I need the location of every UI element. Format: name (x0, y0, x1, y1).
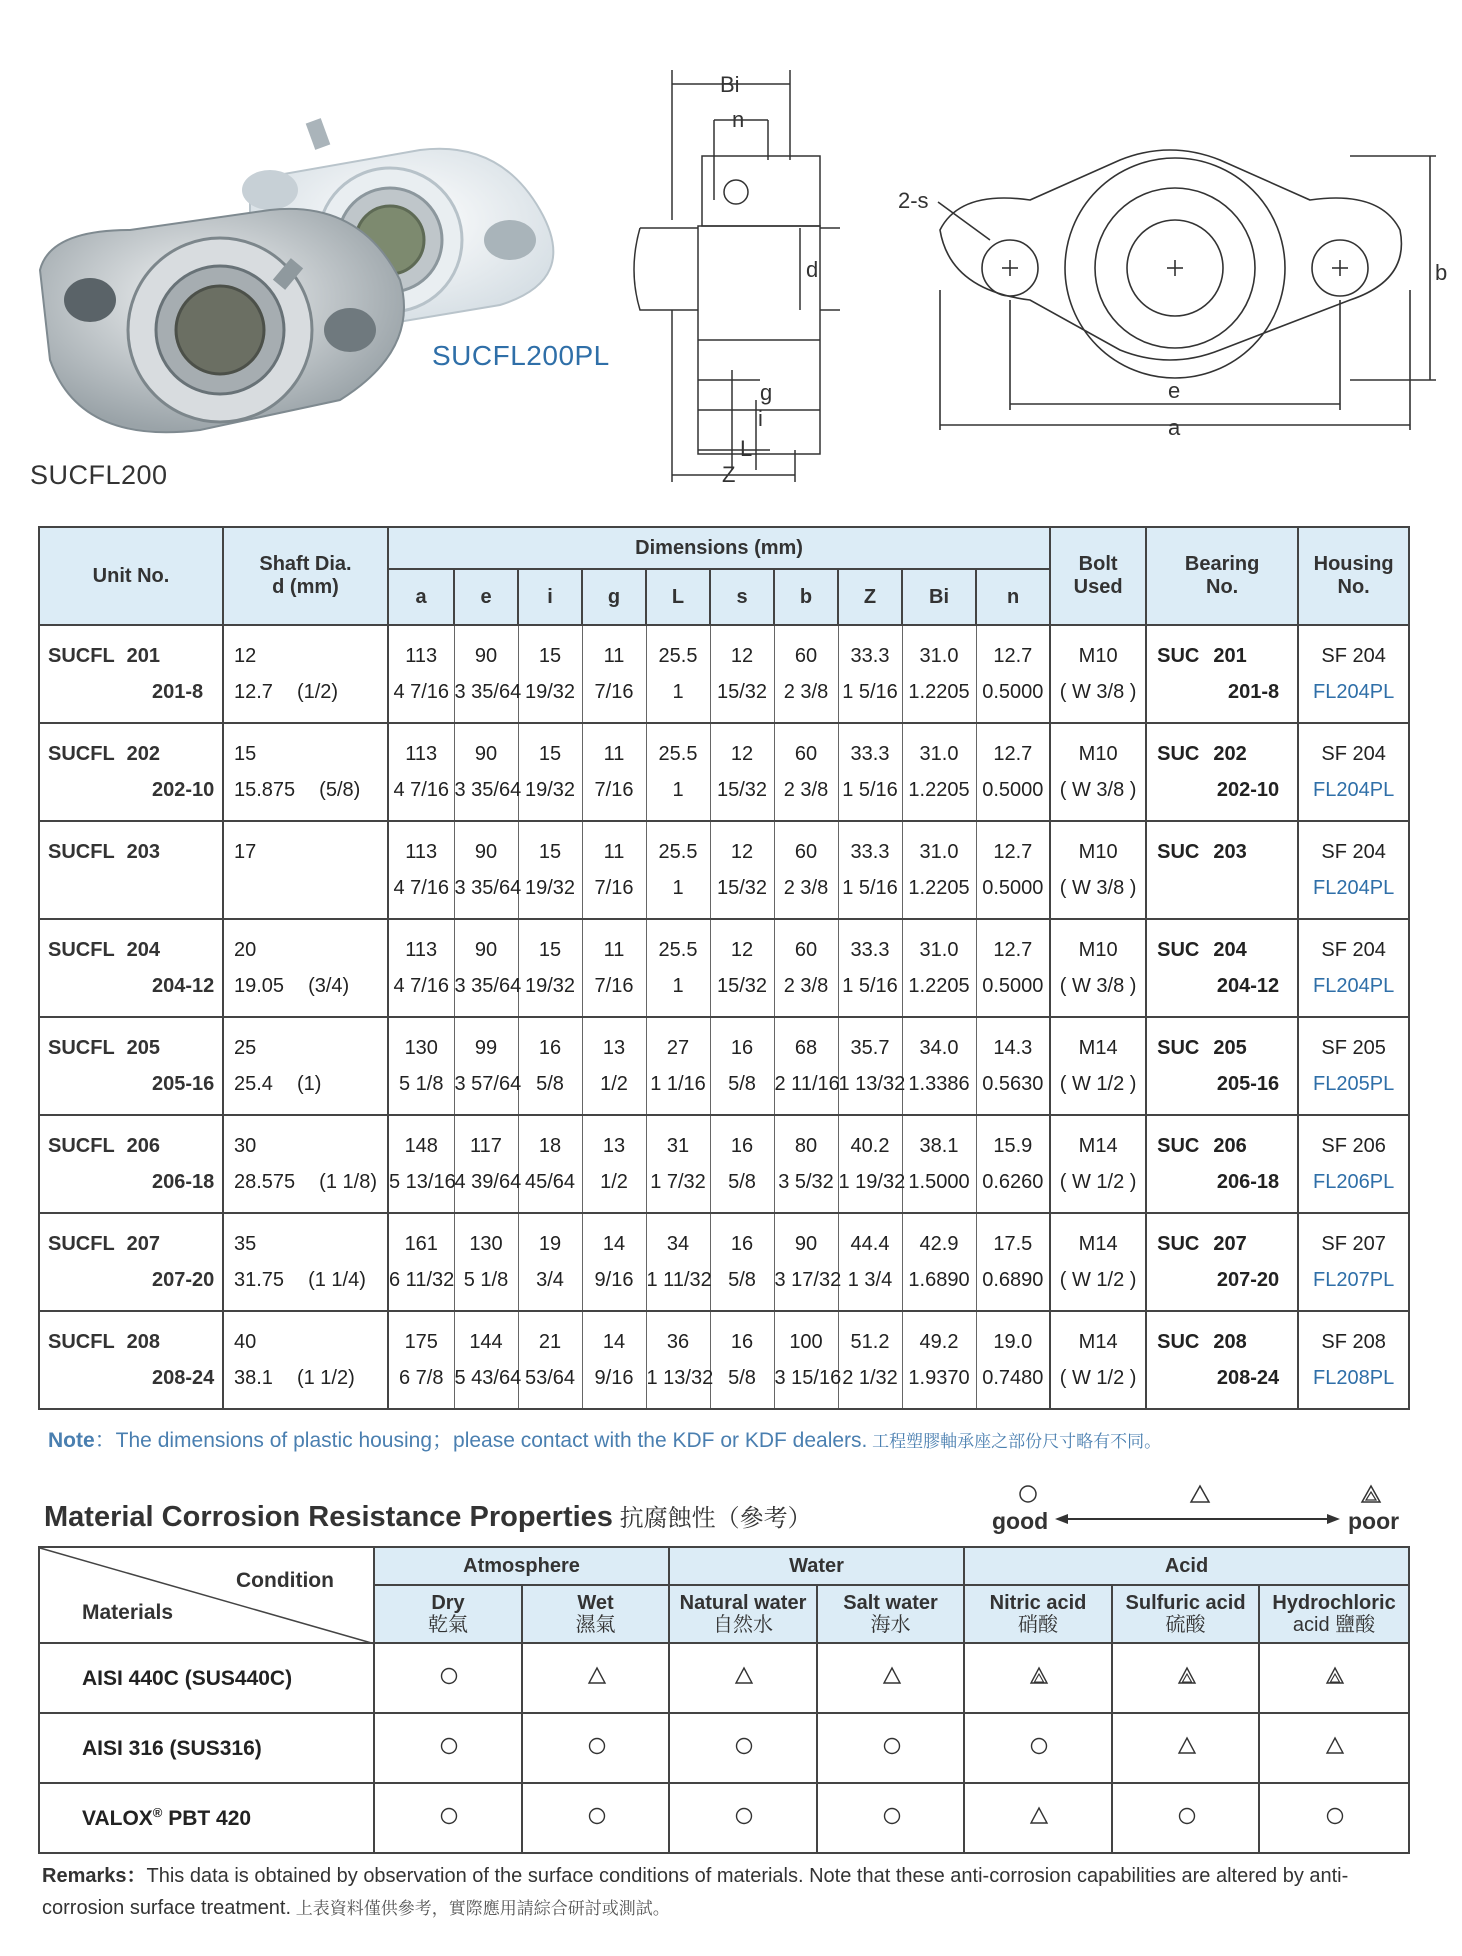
fair-symbol-icon (586, 1665, 606, 1685)
housing-no-cell: SF 204 FL204PL (1298, 625, 1409, 723)
header-unit: Unit No. (39, 527, 223, 625)
dim-a-cell: 113 4 7/16 (388, 625, 454, 723)
dim-e-cell: 117 4 39/64 (454, 1115, 518, 1213)
good-symbol-icon (733, 1735, 753, 1755)
header-condition-materials (39, 1547, 374, 1643)
dim-i-cell: 15 19/32 (518, 919, 582, 1017)
rating-cell (522, 1713, 669, 1783)
shaft-dia-cell: 35 31.75 (1 1/4) (223, 1213, 388, 1311)
dim-i-cell: 21 53/64 (518, 1311, 582, 1409)
material-cell: AISI 316 (SUS316) (39, 1713, 374, 1783)
bearing-no-cell: SUC 206 206-18 (1146, 1115, 1298, 1213)
poor-symbol-icon (1028, 1665, 1048, 1685)
table-row (39, 1115, 1409, 1213)
dim-i-cell: 18 45/64 (518, 1115, 582, 1213)
label-L: L (740, 436, 753, 461)
legend-poor: poor (1348, 1508, 1400, 1534)
label-n: n (732, 107, 745, 132)
housing-no-cell: SF 204 FL204PL (1298, 723, 1409, 821)
rating-cell (1112, 1643, 1259, 1713)
housing-no-cell: SF 205 FL205PL (1298, 1017, 1409, 1115)
label-b: b (1435, 260, 1448, 285)
good-symbol-icon (438, 1805, 458, 1825)
dim-g-cell: 14 9/16 (582, 1311, 646, 1409)
table-row (39, 1643, 1409, 1713)
dim-Z-cell: 33.3 1 5/16 (838, 919, 902, 1017)
stainless-flange-unit (40, 209, 404, 432)
bearing-no-cell: SUC 205 205-16 (1146, 1017, 1298, 1115)
header-atmosphere: Atmosphere (374, 1547, 669, 1585)
dim-Z-cell: 51.2 2 1/32 (838, 1311, 902, 1409)
dim-b-cell: 60 2 3/8 (774, 625, 838, 723)
good-symbol-icon (586, 1735, 606, 1755)
bolt-cell: M10 ( W 3/8 ) (1050, 821, 1146, 919)
header-acid: Acid (964, 1547, 1409, 1585)
dim-s-cell: 12 15/32 (710, 821, 774, 919)
legend-scale (1010, 1474, 1380, 1534)
dim-Bi-cell: 31.0 1.2205 (902, 821, 976, 919)
dim-n-cell: 17.5 0.6890 (976, 1213, 1050, 1311)
corrosion-table (38, 1546, 1410, 1854)
table-row (39, 1213, 1409, 1311)
rating-cell (522, 1783, 669, 1853)
shaft-dia-cell: 40 38.1 (1 1/2) (223, 1311, 388, 1409)
dim-Bi-cell: 34.0 1.3386 (902, 1017, 976, 1115)
header-g: g (582, 569, 646, 625)
rating-cell (817, 1643, 964, 1713)
corrosion-title: Material Corrosion Resistance Properties 抗腐蝕性（參考） (44, 1501, 812, 1533)
dim-n-cell: 14.3 0.5630 (976, 1017, 1050, 1115)
dim-b-cell: 90 3 17/32 (774, 1213, 838, 1311)
subheader-col: Dry 乾氣 (374, 1585, 522, 1643)
dim-i-cell: 15 19/32 (518, 821, 582, 919)
dim-s-cell: 12 15/32 (710, 919, 774, 1017)
dim-L-cell: 25.5 1 (646, 919, 710, 1017)
bearing-no-cell: SUC 207 207-20 (1146, 1213, 1298, 1311)
bolt-cell: M14 ( W 1/2 ) (1050, 1115, 1146, 1213)
table-row (39, 1311, 1409, 1409)
dim-e-cell: 90 3 35/64 (454, 723, 518, 821)
table-row (39, 625, 1409, 723)
dim-n-cell: 12.7 0.5000 (976, 919, 1050, 1017)
dim-s-cell: 16 5/8 (710, 1311, 774, 1409)
dim-a-cell: 113 4 7/16 (388, 919, 454, 1017)
dim-i-cell: 15 19/32 (518, 625, 582, 723)
header-a: a (388, 569, 454, 625)
subheader-col: Nitric acid 硝酸 (964, 1585, 1112, 1643)
unit-no-cell: SUCFL 208 208-24 (39, 1311, 223, 1409)
header-n: n (976, 569, 1050, 625)
label-e: e (1168, 378, 1181, 403)
rating-cell (964, 1783, 1112, 1853)
bolt-cell: M10 ( W 3/8 ) (1050, 919, 1146, 1017)
bearing-no-cell: SUC 203 (1146, 821, 1298, 919)
unit-no-cell: SUCFL 201 201-8 (39, 625, 223, 723)
bearing-no-cell: SUC 202 202-10 (1146, 723, 1298, 821)
good-symbol-icon (586, 1805, 606, 1825)
dim-g-cell: 11 7/16 (582, 919, 646, 1017)
unit-no-cell: SUCFL 204 204-12 (39, 919, 223, 1017)
poor-symbol-icon (1176, 1665, 1196, 1685)
dim-L-cell: 31 1 7/32 (646, 1115, 710, 1213)
subheader-col: Sulfuric acid 硫酸 (1112, 1585, 1259, 1643)
dimension-table (38, 526, 1410, 1410)
caption-standard: SUCFL200 (30, 460, 168, 490)
dim-g-cell: 14 9/16 (582, 1213, 646, 1311)
rating-cell (1112, 1783, 1259, 1853)
bolt-cell: M10 ( W 3/8 ) (1050, 723, 1146, 821)
bolt-cell: M10 ( W 3/8 ) (1050, 625, 1146, 723)
dim-n-cell: 15.9 0.6260 (976, 1115, 1050, 1213)
dim-e-cell: 90 3 35/64 (454, 919, 518, 1017)
front-view-drawing (880, 140, 1448, 450)
table-row (39, 919, 1409, 1017)
dim-s-cell: 16 5/8 (710, 1115, 774, 1213)
dim-Z-cell: 33.3 1 5/16 (838, 723, 902, 821)
bolt-cell: M14 ( W 1/2 ) (1050, 1017, 1146, 1115)
poor-symbol-icon (1324, 1665, 1344, 1685)
dim-b-cell: 80 3 5/32 (774, 1115, 838, 1213)
header-Z: Z (838, 569, 902, 625)
header-materials: Materials (82, 1601, 174, 1624)
subheader-col: Salt water 海水 (817, 1585, 964, 1643)
unit-no-cell: SUCFL 206 206-18 (39, 1115, 223, 1213)
label-i: i (758, 406, 763, 431)
dim-g-cell: 11 7/16 (582, 625, 646, 723)
material-cell: AISI 440C (SUS440C) (39, 1643, 374, 1713)
housing-no-cell: SF 207 FL207PL (1298, 1213, 1409, 1311)
product-photo (20, 100, 650, 460)
dim-g-cell: 11 7/16 (582, 723, 646, 821)
dim-g-cell: 13 1/2 (582, 1115, 646, 1213)
header-housing: Housing No. (1298, 527, 1409, 625)
dim-i-cell: 19 3/4 (518, 1213, 582, 1311)
dim-Bi-cell: 31.0 1.2205 (902, 723, 976, 821)
dim-Bi-cell: 42.9 1.6890 (902, 1213, 976, 1311)
header-condition: Condition (236, 1569, 334, 1592)
header-bolt: Bolt Used (1050, 527, 1146, 625)
label-2s: 2-s (898, 188, 929, 213)
material-cell: VALOX® PBT 420 (39, 1783, 374, 1853)
bearing-no-cell: SUC 204 204-12 (1146, 919, 1298, 1017)
fair-symbol-icon (1176, 1735, 1196, 1755)
housing-no-cell: SF 208 FL208PL (1298, 1311, 1409, 1409)
dim-g-cell: 11 7/16 (582, 821, 646, 919)
good-symbol-icon (881, 1805, 901, 1825)
header-L: L (646, 569, 710, 625)
header-dimensions: Dimensions (mm) (388, 527, 1050, 569)
fair-symbol-icon (1324, 1735, 1344, 1755)
table-row (39, 723, 1409, 821)
rating-cell (1259, 1713, 1409, 1783)
shaft-dia-cell: 17 (223, 821, 388, 919)
dim-b-cell: 100 3 15/16 (774, 1311, 838, 1409)
fair-symbol-icon (733, 1665, 753, 1685)
shaft-dia-cell: 15 15.875 (5/8) (223, 723, 388, 821)
dim-L-cell: 36 1 13/32 (646, 1311, 710, 1409)
dim-n-cell: 12.7 0.5000 (976, 821, 1050, 919)
rating-cell (669, 1783, 817, 1853)
dim-n-cell: 12.7 0.5000 (976, 723, 1050, 821)
dim-Z-cell: 44.4 1 3/4 (838, 1213, 902, 1311)
housing-no-cell: SF 206 FL206PL (1298, 1115, 1409, 1213)
dim-s-cell: 12 15/32 (710, 625, 774, 723)
rating-cell (374, 1713, 522, 1783)
side-view-drawing (620, 70, 840, 490)
shaft-dia-cell: 25 25.4 (1) (223, 1017, 388, 1115)
dim-Z-cell: 33.3 1 5/16 (838, 821, 902, 919)
table-row (39, 1783, 1409, 1853)
dim-Bi-cell: 49.2 1.9370 (902, 1311, 976, 1409)
dim-Z-cell: 35.7 1 13/32 (838, 1017, 902, 1115)
dim-L-cell: 25.5 1 (646, 821, 710, 919)
unit-no-cell: SUCFL 202 202-10 (39, 723, 223, 821)
label-Z: Z (722, 462, 736, 487)
shaft-dia-cell: 12 12.7 (1/2) (223, 625, 388, 723)
header-b: b (774, 569, 838, 625)
rating-cell (669, 1643, 817, 1713)
legend-good: good (992, 1508, 1049, 1534)
housing-no-cell: SF 204 FL204PL (1298, 821, 1409, 919)
rating-cell (964, 1643, 1112, 1713)
dim-Bi-cell: 38.1 1.5000 (902, 1115, 976, 1213)
fair-symbol-icon (1028, 1805, 1048, 1825)
table-row (39, 821, 1409, 919)
dim-e-cell: 130 5 1/8 (454, 1213, 518, 1311)
bolt-cell: M14 ( W 1/2 ) (1050, 1311, 1146, 1409)
dim-b-cell: 60 2 3/8 (774, 821, 838, 919)
dim-e-cell: 90 3 35/64 (454, 625, 518, 723)
dim-a-cell: 130 5 1/8 (388, 1017, 454, 1115)
header-shaft: Shaft Dia. d (mm) (223, 527, 388, 625)
unit-no-cell: SUCFL 205 205-16 (39, 1017, 223, 1115)
dim-e-cell: 144 5 43/64 (454, 1311, 518, 1409)
rating-cell (1259, 1643, 1409, 1713)
dim-e-cell: 99 3 57/64 (454, 1017, 518, 1115)
rating-cell (374, 1783, 522, 1853)
shaft-dia-cell: 30 28.575 (1 1/8) (223, 1115, 388, 1213)
header-s: s (710, 569, 774, 625)
header-water: Water (669, 1547, 964, 1585)
rating-cell (1259, 1783, 1409, 1853)
subheader-col: Hydrochloric acid 鹽酸 (1259, 1585, 1409, 1643)
good-symbol-icon (733, 1805, 753, 1825)
good-symbol-icon (1028, 1735, 1048, 1755)
label-Bi: Bi (720, 72, 740, 97)
dim-a-cell: 113 4 7/16 (388, 723, 454, 821)
dim-b-cell: 60 2 3/8 (774, 919, 838, 1017)
table-row (39, 1713, 1409, 1783)
label-a: a (1168, 415, 1181, 440)
bolt-cell: M14 ( W 1/2 ) (1050, 1213, 1146, 1311)
remarks: Remarks：This data is obtained by observation of the surface conditions of materials. Note that these anti-corrosion capabilities are altered by anti-corrosion surface treatment. 上表資料僅供參考，實際應用請綜合研討或測試。 (42, 1865, 1349, 1919)
rating-cell (817, 1783, 964, 1853)
bearing-no-cell: SUC 208 208-24 (1146, 1311, 1298, 1409)
dim-n-cell: 12.7 0.5000 (976, 625, 1050, 723)
rating-cell (374, 1643, 522, 1713)
dim-a-cell: 161 6 11/32 (388, 1213, 454, 1311)
shaft-dia-cell: 20 19.05 (3/4) (223, 919, 388, 1017)
table-row (39, 1017, 1409, 1115)
dim-L-cell: 34 1 11/32 (646, 1213, 710, 1311)
good-symbol-icon (881, 1735, 901, 1755)
good-symbol-icon (438, 1735, 458, 1755)
dim-L-cell: 25.5 1 (646, 723, 710, 821)
dim-L-cell: 25.5 1 (646, 625, 710, 723)
unit-no-cell: SUCFL 203 (39, 821, 223, 919)
fair-symbol-icon (881, 1665, 901, 1685)
dim-n-cell: 19.0 0.7480 (976, 1311, 1050, 1409)
header-e: e (454, 569, 518, 625)
good-symbol-icon (1176, 1805, 1196, 1825)
unit-no-cell: SUCFL 207 207-20 (39, 1213, 223, 1311)
dim-Bi-cell: 31.0 1.2205 (902, 919, 976, 1017)
dim-L-cell: 27 1 1/16 (646, 1017, 710, 1115)
caption-plastic: SUCFL200PL (432, 340, 610, 371)
table-note: Note：The dimensions of plastic housing；please contact with the KDF or KDF dealers. 工程塑膠軸承座之部份尺寸略有不同。 (48, 1429, 1162, 1452)
dim-b-cell: 60 2 3/8 (774, 723, 838, 821)
dim-Z-cell: 33.3 1 5/16 (838, 625, 902, 723)
dim-b-cell: 68 2 11/16 (774, 1017, 838, 1115)
label-d: d (806, 257, 819, 282)
housing-no-cell: SF 204 FL204PL (1298, 919, 1409, 1017)
label-g: g (760, 380, 773, 405)
dim-s-cell: 16 5/8 (710, 1017, 774, 1115)
good-symbol-icon (1324, 1805, 1344, 1825)
rating-cell (522, 1643, 669, 1713)
subheader-col: Natural water 自然水 (669, 1585, 817, 1643)
dim-Bi-cell: 31.0 1.2205 (902, 625, 976, 723)
rating-cell (1112, 1713, 1259, 1783)
dim-i-cell: 15 19/32 (518, 723, 582, 821)
bearing-no-cell: SUC 201 201-8 (1146, 625, 1298, 723)
header-i: i (518, 569, 582, 625)
dim-a-cell: 175 6 7/8 (388, 1311, 454, 1409)
dim-s-cell: 16 5/8 (710, 1213, 774, 1311)
subheader-col: Wet 濕氣 (522, 1585, 669, 1643)
dim-s-cell: 12 15/32 (710, 723, 774, 821)
dim-e-cell: 90 3 35/64 (454, 821, 518, 919)
dim-Z-cell: 40.2 1 19/32 (838, 1115, 902, 1213)
dim-a-cell: 148 5 13/16 (388, 1115, 454, 1213)
good-symbol-icon (438, 1665, 458, 1685)
header-bearing: Bearing No. (1146, 527, 1298, 625)
header-Bi: Bi (902, 569, 976, 625)
rating-cell (817, 1713, 964, 1783)
dim-i-cell: 16 5/8 (518, 1017, 582, 1115)
dim-a-cell: 113 4 7/16 (388, 821, 454, 919)
rating-cell (669, 1713, 817, 1783)
dim-g-cell: 13 1/2 (582, 1017, 646, 1115)
rating-cell (964, 1713, 1112, 1783)
